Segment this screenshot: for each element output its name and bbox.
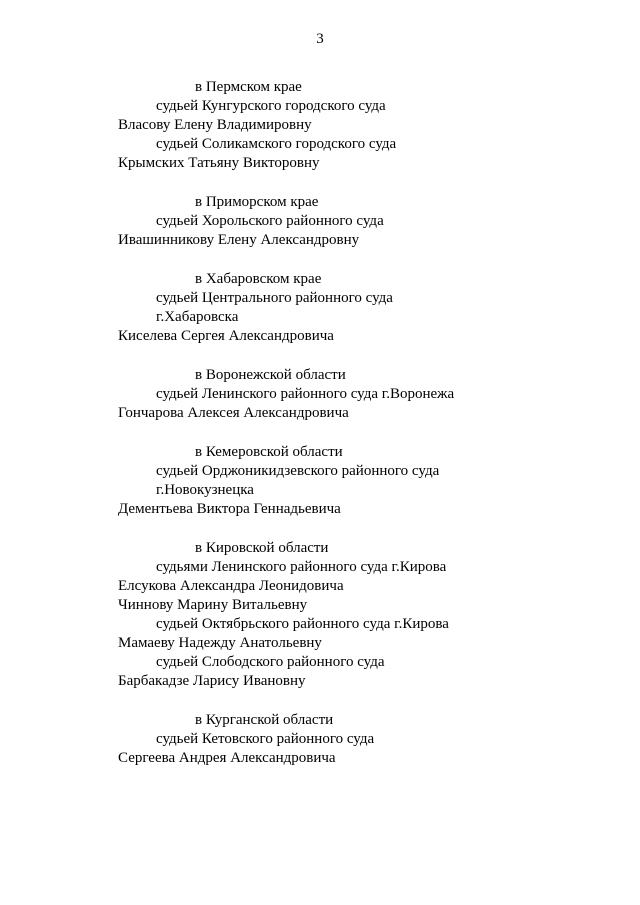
judge-name: Елсукова Александра Леонидовича (118, 578, 344, 594)
court-position: судьей Ленинского районного суда г.Воронежа (156, 386, 455, 402)
court-position: судьей Хорольского районного суда (156, 213, 384, 229)
judge-name: Киселева Сергея Александровича (118, 328, 334, 344)
judge-name: Ивашинникову Елену Александровну (118, 232, 360, 248)
court-position: судьей Соликамского городского суда (156, 136, 397, 152)
region-heading: в Пермском крае (195, 79, 302, 95)
judge-name: Мамаеву Надежду Анатольевну (118, 635, 322, 651)
judge-name: Крымских Татьяну Викторовну (118, 155, 320, 171)
judge-name: Барбакадзе Ларису Ивановну (118, 673, 306, 689)
court-position: судьей Кетовского районного суда (156, 731, 375, 747)
region-heading: в Воронежской области (195, 367, 346, 383)
judge-name: Власову Елену Владимировну (118, 117, 312, 133)
judge-name: Сергеева Андрея Александровича (118, 750, 336, 766)
region-heading: в Хабаровском крае (195, 271, 322, 287)
court-city: г.Хабаровска (156, 309, 239, 325)
court-position: судьей Орджоникидзевского районного суда (156, 463, 440, 479)
judge-name: Чиннову Марину Витальевну (118, 597, 308, 613)
court-position: судьей Кунгурского городского суда (156, 98, 386, 114)
region-heading: в Кемеровской области (195, 444, 343, 460)
judge-name: Гончарова Алексея Александровича (118, 405, 349, 421)
region-heading: в Кировской области (195, 540, 329, 556)
court-city: г.Новокузнецка (156, 482, 254, 498)
court-position: судьями Ленинского районного суда г.Кирова (156, 559, 447, 575)
region-heading: в Приморском крае (195, 194, 319, 210)
court-position: судьей Центрального районного суда (156, 290, 393, 306)
judge-name: Дементьева Виктора Геннадьевича (118, 501, 341, 517)
court-position: судьей Слободского районного суда (156, 654, 385, 670)
region-heading: в Курганской области (195, 712, 334, 728)
court-position: судьей Октябрьского районного суда г.Кирова (156, 616, 449, 632)
page-number: 3 (316, 31, 324, 47)
